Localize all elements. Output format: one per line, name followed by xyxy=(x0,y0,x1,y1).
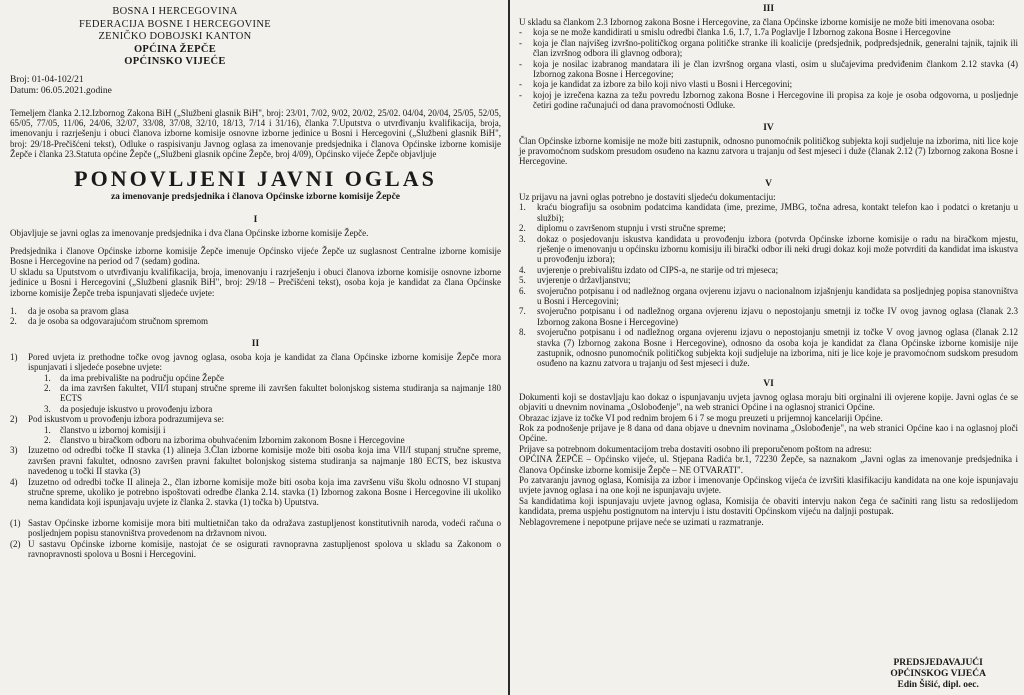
list-item: 3. dokaz o posjedovanju iskustva kandidata u provođenju izbora (potvrda Općinske izborne komisije o radu na biračkom mjestu, rješenje o imenovanju u općinsku izbornu komisiju ili birački odbor ili neki drugi dokaz koji može potvrditi da kandidat ima iskustva u provođenju izbora); xyxy=(519,233,1018,265)
section-paragraph: U skladu sa člankom 2.3 Izbornog zakona Bosne i Hercegovine, za člana Općinske izborne komisije ne može biti imenovana osoba: xyxy=(519,17,995,27)
list-item: 5. uvjerenje o državljanstvu; xyxy=(519,275,631,286)
section-paragraph: Uz prijavu na javni oglas potrebno je dostaviti sljedeću dokumentaciju: xyxy=(519,191,776,202)
preamble: Temeljem članka 2.12.Izbornog Zakona BiH („Službeni glasnik BiH", broj: 23/01, 7/02, 9/02, 20/02, 25/02. 04/04, 20/04, 25/05, 52/05, 65/05, 77/05, 11/06, 24/06, 32/07, 33/08, 37/08, 32/10, 18/13, 7/14 i 31/16), članka 7.Uputstva o utvrđivanju kvalifikacija, broja, imenovanju i razrješenju i obuci članova izborne komisije osnovne izborne jedinice u Bosni i Hercegovini („Službeni glasnik BiH", broj: 29/18-Prečišćeni tekst), Odluke o raspisivanju Javnog oglasa za imenovanje predsjednika i članova Općinske izborne komisije Žepče i članka 23.Statuta općine Žepče („Službeni glasnik općine Žepče, broj 4/09), Općinsko vijeće Žepče objavljuje xyxy=(10,107,501,160)
federation-name: FEDERACIJA BOSNE I HERCEGOVINE xyxy=(79,18,271,30)
signature-body: OPĆINSKOG VIJEĆA xyxy=(890,669,986,679)
mailing-address: OPĆINA ŽEPČE – Općinsko vijeće, ul. Stjepana Radića br.1, 72230 Žepče, sa naznakom „Javni oglas za imenovanje predsjednika i članova Općinske izborne komisije Žepče – NE OTVARATI". xyxy=(519,454,1018,475)
list-item: 1. kraću biografiju sa osobnim podatcima kandidata (ime, prezime, JMBG, točna adresa, kontakt telefon kao i podatci o kretanju u službi); xyxy=(519,202,1018,223)
list-item: 2. da je osoba sa odgovarajućom stručnom spremom xyxy=(10,316,208,327)
document-title: PONOVLJENI JAVNI OGLAS xyxy=(74,165,437,191)
left-column xyxy=(0,0,507,695)
list-item: 2. diplomu o završenom stupnju i vrsti stručne spreme; xyxy=(519,223,726,234)
right-column xyxy=(507,0,1024,695)
section-heading: VI xyxy=(763,378,774,389)
section-heading: V xyxy=(765,178,772,189)
section-paragraph: Objavljuje se javni oglas za imenovanje predsjednika i dva člana Općinske izborne komisije Žepče. xyxy=(10,227,369,238)
section-paragraph: Prijave sa potrebnom dokumentacijom treba dostaviti osobno ili preporučenom poštom na adresu: xyxy=(519,443,872,454)
country-name: BOSNA I HERCEGOVINA xyxy=(112,6,238,17)
canton-name: ZENIČKO DOBOJSKI KANTON xyxy=(98,31,252,42)
list-item: (1) Sastav Općinske izborne komisije mora biti multietničan tako da odražava zastupljenost konstitutivnih naroda, vodeći računa o posljednjem popisu stanovništva provedenom na državnom nivou. xyxy=(10,517,501,539)
list-item: 1. da je osoba sa pravom glasa xyxy=(10,305,129,316)
exclusions-list xyxy=(519,27,1018,110)
section-paragraph: Predsjednika i članove Općinske izborne komisije Žepče imenuje Općinsko vijeće Žepče uz suglasnost Centralne izborne komisije Bosne i Hercegovine na period od 7 (sedam) godina. xyxy=(10,245,501,267)
signatory-name: Edin Šišić, dipl. oec. xyxy=(897,680,979,690)
list-item: 1. članstvo u izbornoj komisiji i xyxy=(44,424,166,435)
list-item: 2. da ima završen fakultet, VII/I stupanj stručne spreme ili završen fakultet bolonjskog sistema studiranja sa najmanje 180 ECTS xyxy=(44,383,501,404)
section-paragraph: Rok za podnošenje prijave je 8 dana od dana objave u dnevnim novinama „Oslobođenje", na web stranici Općine kao i na oglasnoj ploči Općine. xyxy=(519,423,1018,444)
list-item: 2) Pod iskustvom u provođenju izbora podrazumijeva se: 1. članstvo u izbornoj komisiji i 2. članstvo u biračkom odboru na izborima obuhvaćenim Izbornim zakonom Bosne i Hercegovine xyxy=(10,414,501,445)
section-heading: II xyxy=(251,338,260,349)
list-item: 3) Izuzetno od odredbi točke II stavka (1) alineja 3.Član izborne komisije može biti osoba koja ima VII/I stupanj stručne spreme, završen pravni fakultet, odnosno završen pravni fakultet bolonjskog sistema studiranja sa najmanje 180 ECTS, bez iskustva navedenog u točki II stavka (3) xyxy=(10,445,501,477)
section-paragraph: Neblagovremene i nepotpune prijave neće se uzimati u razmatranje. xyxy=(519,516,764,527)
council-name: OPĆINSKO VIJEĆE xyxy=(124,56,226,67)
section-paragraph: Sa kandidatima koji ispunjavaju uvjete javnog oglasa, Komisija će obaviti intervju nakon čega će sačiniti rang listu sa redoslijedom kandidata, prema uspjehu postignutom na intervju i istu dostaviti Općinskom vijeću na daljnji postupak. xyxy=(519,495,1018,517)
list-item: - koja je član najvišeg izvršno-političkog organa političke stranke ili koalicije (predsjednik, podpredsjednik, generalni tajnik, tajnik ili član izvršnog odbora ili glavnog odbora); xyxy=(519,37,1018,59)
special-conditions-list xyxy=(10,352,501,508)
document-meta xyxy=(10,75,501,98)
list-item: 3. da posjeduje iskustvo u provođenju izbora xyxy=(44,403,213,414)
documents-list xyxy=(519,202,1018,369)
section-paragraph: Dokumenti koji se dostavljaju kao dokaz o ispunjavanju uvjeta javnog oglasa moraju biti orginalni ili ovjerene kopije. Javni oglas će se objaviti u dnevnim novinama „Oslobođenje", na web stranici Općine i na oglasnoj stranici Općine. xyxy=(519,391,1018,413)
list-item: 6. svojeručno potpisanu i od nadležnog organa ovjerenu izjavu o nacionalnom izjašnjenju kandidata sa posljednjeg popisa stanovništva u Bosni i Hercegovini; xyxy=(519,285,1018,306)
section-heading: IV xyxy=(763,122,774,133)
list-item: - koja je nosilac izabranog mandatara ili je član izvršnog organa vlasti, osim u slučajevima predviđenim člankom 2.12 stavka (4) Izbornog zakona Bosne i Hercegovine; xyxy=(519,58,1018,80)
municipality-name: OPĆINA ŽEPČE xyxy=(133,43,217,55)
notes-list xyxy=(10,518,501,560)
letterhead xyxy=(10,6,340,69)
reference-number: Broj: 01-04-102/21 xyxy=(10,74,84,85)
list-item: 1) Pored uvjeta iz prethodne točke ovog javnog oglasa, osoba koja je kandidat za člana Općinske izborne komisije Žepče mora ispunjavati i sljedeće posebne uvjete: 1. da ima prebivalište na području općine Žepče 2. da ima završen fakultet, VII/I stupanj stručne spreme ili završen fakultet bolonjskog sistema studiranja sa najmanje 180 ECTS 3. da posjeduje iskustvo u provođenju izbora xyxy=(10,351,501,414)
list-item: 4) Izuzetno od odredbi točke II alineja 2., član izborne komisije može biti osoba koja ima završenu višu školu odnosno VI stupanj stručne spreme, ukoliko je potrebno ispoštovati odredbe članka 2.14. stavka (1) Izbornog zakona Bosne i Hercegovine ili ukoliko nema kandidata koji ispunjavaju uvjete iz članka 2. stavka (1) točka b) Uputstva. xyxy=(10,476,501,508)
document-subtitle: za imenovanje predsjednika i članova Općinske izborne komisije Žepče xyxy=(110,191,401,202)
section-heading: I xyxy=(253,214,258,225)
section-paragraph: Obrazac izjave iz točke VI pod rednim brojem 6 i 7 se mogu preuzeti u prijemnoj kancelariji Općine. xyxy=(519,412,883,423)
requirements-list xyxy=(10,306,501,327)
section-heading: III xyxy=(762,4,775,14)
list-item: 4. uvjerenje o prebivalištu izdato od CIPS-a, ne starije od tri mjeseca; xyxy=(519,264,779,275)
list-item: 7. svojeručno potpisanu i od nadležnog organa ovjerenu izjavu o nepostojanju smetnji iz točke IV ovog javnog oglasa (članak 2.3 Izbornog zakona Bosne i Hercegovine) xyxy=(519,306,1018,327)
list-item: - koja se ne može kandidirati u smislu odredbi članka 1.6, 1.7, 1.7a Poglavlje I Izbornog zakona Bosne i Hercegovine xyxy=(519,27,951,38)
document-date: Datum: 06.05.2021.godine xyxy=(10,86,112,96)
signature-block xyxy=(890,658,986,691)
list-item: - kojoj je izrečena kazna za težu povredu Izbornog zakona Bosne i Hercegovine ili propisa za koje je osoba odgovorna, u posljednje četiri godine računajući od dana pravomoćnosti Odluke. xyxy=(519,89,1018,111)
list-item: 2. članstvo u biračkom odboru na izborima obuhvaćenim Izbornim zakonom Bosne i Hercegovine xyxy=(44,435,405,446)
section-paragraph: Član Općinske izborne komisije ne može biti zastupnik, odnosno punomoćnik političkog subjekta koji sudjeluje na izborima, niti lice koje je pravomoćnom sudskom presudom osuđeno na kaznu zatvora u trajanju od šest mjeseci i duže (članak 2.12 (7) Izbornog zakona Bosne i Hercegovine. xyxy=(519,135,1018,167)
list-item: (2) U sastavu Općinske izborne komisije, nastojat će se osigurati ravnopravna zastupljenost spolova u skladu sa Zakonom o ravnopravnosti spolova u Bosni i Hercegovini. xyxy=(10,538,501,560)
list-item: 1. da ima prebivalište na području općine Žepče xyxy=(44,372,224,383)
list-item: 8. svojeručno potpisanu i od nadležnog organa ovjerenu izjavu o nepostojanju smetnji iz točke V ovog javnog oglasa (članak 2.12 stavka (7) Izbornog zakona Bosne i Hercegovine), odnosno da osoba koja je kandidat za člana Općinske izborne komisije nije zastupnik, odnosno punomoćnik političkog subjekta koji sudjeluje na izborima, niti je lice koje je pravomoćnom sudskom presudom osuđeno na kaznu zatvora u trajanju od šest mjeseci i duže. xyxy=(519,327,1018,369)
section-paragraph: U skladu sa Uputstvom o utvrđivanju kvalifikacija, broja, imenovanju i razrješenju i obuci članova izborne komisije osnovne izborne jedinice u Bosni i Hercegovini („Službeni glasnik BiH", broj: 29/18 – Prečišćeni tekst), osoba koja je kandidat za člana Općinske izborne komisije Žepče treba ispunjavati sljedeće uvjete: xyxy=(10,266,501,298)
list-item: - koja je kandidat za izbore za bilo koji nivo vlasti u Bosni i Hercegovini; xyxy=(519,79,793,90)
section-paragraph: Po zatvaranju javnog oglasa, Komisija za izbor i imenovanje Općinskog vijeća će izvršiti klasifikaciju kandidata na one koje ispunjavaju uvjete javnog oglasa i na one koji ne ispunjavaju uvjete. xyxy=(519,475,1018,496)
signature-title: PREDSJEDAVAJUĆI xyxy=(893,658,983,668)
